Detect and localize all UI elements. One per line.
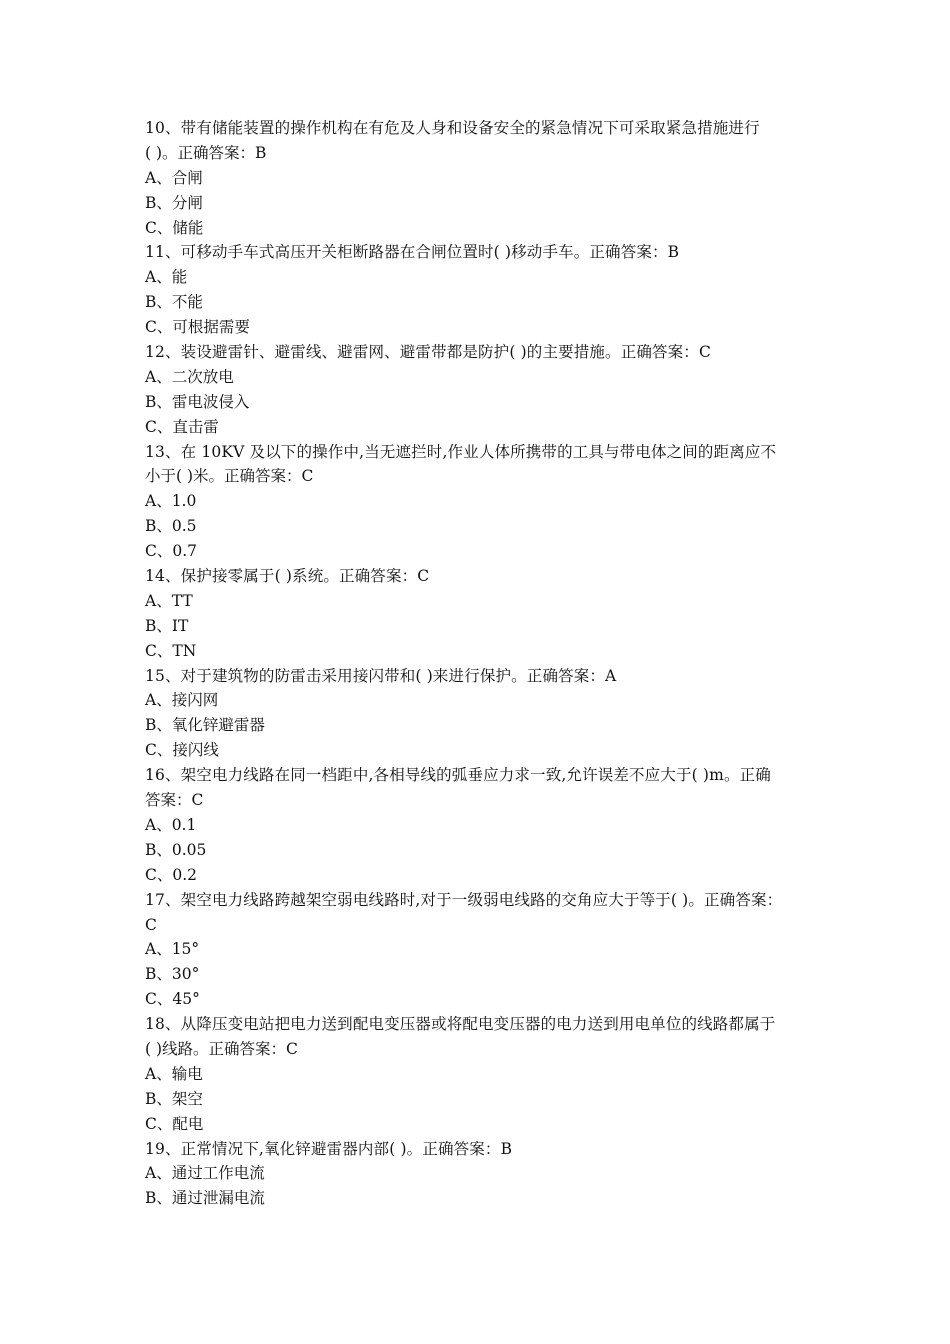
question-stem: 17、架空电力线路跨越架空弱电线路时,对于一级弱电线路的交角应大于等于( )。正确答案：	[145, 890, 783, 909]
question-item	[145, 564, 807, 664]
answer-option: A、TT	[145, 591, 193, 610]
question-stem: C	[145, 915, 157, 934]
question-item	[145, 664, 807, 764]
question-item	[145, 240, 807, 340]
question-item	[145, 340, 807, 440]
answer-option: C、TN	[145, 641, 197, 660]
question-stem: ( )线路。正确答案：C	[145, 1039, 298, 1058]
question-stem: 11、可移动手车式高压开关柜断路器在合闸位置时( )移动手车。正确答案：B	[145, 243, 680, 262]
answer-option: C、接闪线	[145, 741, 219, 760]
answer-option: C、储能	[145, 218, 204, 237]
question-item	[145, 116, 807, 240]
answer-option: A、能	[145, 268, 188, 287]
answer-option: B、IT	[145, 616, 189, 635]
question-stem: 14、保护接零属于( )系统。正确答案：C	[145, 567, 430, 586]
question-list	[145, 116, 807, 1211]
question-stem: 19、正常情况下,氧化锌避雷器内部( )。正确答案：B	[145, 1139, 513, 1158]
answer-option: B、不能	[145, 293, 203, 312]
question-stem: 13、在 10KV 及以下的操作中,当无遮拦时,作业人体所携带的工具与带电体之间的距离应不	[145, 442, 777, 461]
answer-option: C、直击雷	[145, 417, 219, 436]
answer-option: A、0.1	[145, 815, 197, 834]
answer-option: A、接闪网	[145, 691, 219, 710]
answer-option: A、1.0	[145, 492, 197, 511]
question-stem: 小于( )米。正确答案：C	[145, 467, 314, 486]
answer-option: C、配电	[145, 1114, 204, 1133]
question-item	[145, 763, 807, 887]
answer-option: A、二次放电	[145, 367, 234, 386]
question-stem: 答案：C	[145, 791, 204, 810]
answer-option: B、雷电波侵入	[145, 392, 250, 411]
answer-option: C、0.7	[145, 542, 198, 561]
question-stem: 15、对于建筑物的防雷击采用接闪带和( )来进行保护。正确答案：A	[145, 666, 617, 685]
answer-option: B、氧化锌避雷器	[145, 716, 265, 735]
question-stem: 12、装设避雷针、避雷线、避雷网、避雷带都是防护( )的主要措施。正确答案：C	[145, 343, 711, 362]
question-stem: 16、架空电力线路在同一档距中,各相导线的弧垂应力求一致,允许误差不应大于( )m。正确	[145, 766, 771, 785]
answer-option: A、通过工作电流	[145, 1164, 265, 1183]
answer-option: B、分闸	[145, 193, 203, 212]
question-item	[145, 1012, 807, 1136]
question-stem: ( )。正确答案：B	[145, 143, 267, 162]
answer-option: C、可根据需要	[145, 318, 250, 337]
answer-option: B、通过泄漏电流	[145, 1189, 265, 1208]
answer-option: B、30°	[145, 965, 200, 984]
answer-option: C、0.2	[145, 865, 198, 884]
answer-option: A、15°	[145, 940, 200, 959]
answer-option: B、架空	[145, 1089, 203, 1108]
answer-option: A、合闸	[145, 168, 203, 187]
question-stem: 18、从降压变电站把电力送到配电变压器或将配电变压器的电力送到用电单位的线路都属于	[145, 1015, 776, 1034]
question-item	[145, 1137, 807, 1212]
question-item	[145, 440, 807, 564]
answer-option: A、输电	[145, 1064, 203, 1083]
answer-option: B、0.05	[145, 840, 207, 859]
question-item	[145, 888, 807, 1012]
answer-option: C、45°	[145, 990, 200, 1009]
question-stem: 10、带有储能装置的操作机构在有危及人身和设备安全的紧急情况下可采取紧急措施进行	[145, 119, 760, 137]
answer-option: B、0.5	[145, 517, 197, 536]
